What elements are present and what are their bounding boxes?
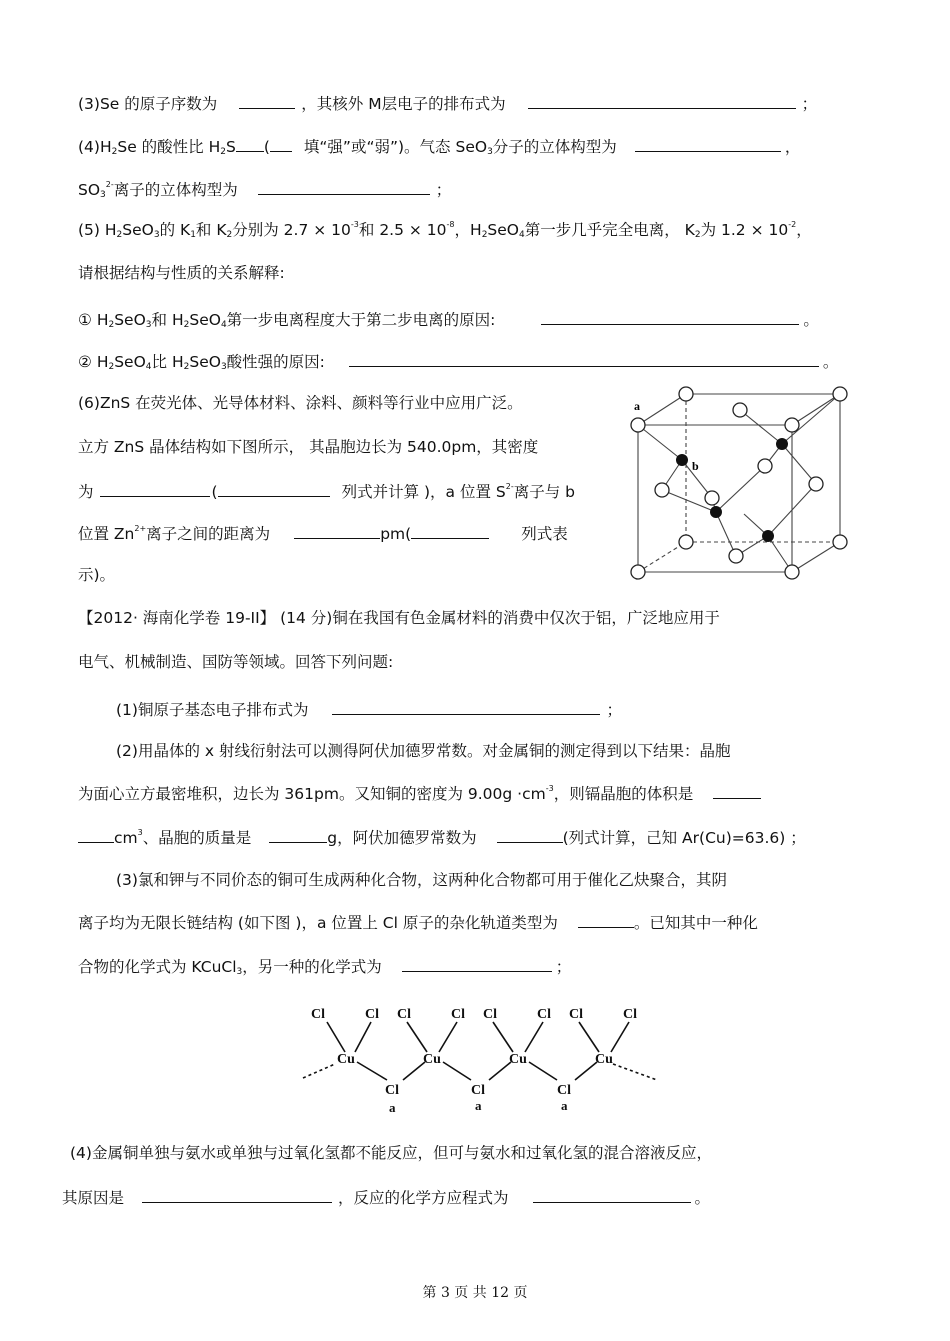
bond bbox=[638, 425, 682, 460]
q6-text: 离子与 b bbox=[513, 483, 576, 501]
q4-end: ， bbox=[784, 138, 801, 156]
q2012-header: 【2012· 海南化学卷 19-II】 (14 分)铜在我国有色金属材料的消费中仅次于铝，广泛地应用于 bbox=[78, 609, 720, 627]
q6-text: 为 bbox=[78, 483, 94, 501]
q2012-part-2-line-3 bbox=[78, 826, 806, 848]
q2012-blank-1 bbox=[332, 698, 600, 715]
s-ion bbox=[733, 403, 747, 417]
q5-sub: 4 bbox=[145, 362, 152, 372]
q6-blank-2b bbox=[411, 522, 489, 539]
q3-blank-2 bbox=[528, 92, 796, 109]
q5-sub: 3 bbox=[145, 320, 152, 330]
q4-sub: 2 bbox=[111, 147, 118, 157]
q5-sub: 2 bbox=[183, 320, 190, 330]
q2012-part-4-line-1: (4)金属铜单独与氨水或单独与过氧化氢都不能反应，但可与氨水和过氧化氢的混合溶液反应， bbox=[70, 1144, 712, 1162]
q5-text: ① H bbox=[78, 311, 109, 329]
q4-sub: 2 bbox=[220, 147, 226, 157]
q2012-end: ； bbox=[606, 701, 622, 719]
q5-sub: 3 bbox=[153, 230, 160, 240]
q5-sub: 2 bbox=[108, 362, 115, 372]
label-a: a bbox=[475, 1098, 482, 1113]
chain-dash-right bbox=[613, 1064, 657, 1080]
q2012-header-2: 电气、机械制造、国防等领域。回答下列问题: bbox=[78, 653, 394, 671]
q4-text: SO bbox=[78, 181, 101, 199]
s-ion bbox=[679, 535, 693, 549]
q5-text: 和 2.5 × 10 bbox=[358, 221, 447, 239]
label-a: a bbox=[561, 1098, 568, 1113]
q5-text: 的 K bbox=[159, 221, 191, 239]
q4-sub: 3 bbox=[100, 190, 106, 200]
s-ion bbox=[833, 535, 847, 549]
q2012-blank-2a bbox=[713, 782, 761, 799]
q6-line-1: (6)ZnS 在荧光体、光导体材料、涂料、颜料等行业中应用广泛。 bbox=[78, 394, 523, 412]
q4-blank-1b bbox=[270, 135, 292, 152]
q6-text: 位置 Zn bbox=[78, 525, 135, 543]
s-ion bbox=[809, 477, 823, 491]
q2012-text: (列式计算，己知 Ar(Cu)=63.6) ； bbox=[562, 829, 806, 847]
q3-end: ； bbox=[801, 95, 818, 113]
q4-blank-2 bbox=[635, 135, 781, 152]
q2012-part-2-line-1: (2)用晶体的 x 射线衍射法可以测得阿伏加德罗常数。对金属铜的测定得到以下结果：晶胞 bbox=[116, 742, 731, 760]
q2012-end: 。 bbox=[694, 1189, 711, 1207]
cell-edge bbox=[638, 394, 686, 425]
cu-atom: Cu bbox=[595, 1052, 613, 1067]
label-a: a bbox=[634, 399, 640, 413]
q6-blank-2 bbox=[294, 522, 380, 539]
q5-sub: 2 bbox=[116, 230, 123, 240]
q2012-text: 、晶胞的质量是 bbox=[142, 829, 252, 847]
q6-line-5: 示)。 bbox=[78, 566, 116, 584]
s-ion bbox=[631, 565, 645, 579]
q2012-part-4-line-2 bbox=[62, 1186, 710, 1208]
q4-text: Se 的酸性比 H bbox=[117, 138, 221, 156]
q6-text: 离子之间的距离为 bbox=[146, 525, 271, 543]
q2012-part-2-line-2 bbox=[78, 782, 761, 804]
q5-text: 和 K bbox=[195, 221, 227, 239]
q2012-text: g，阿伏加德罗常数为 bbox=[327, 829, 477, 847]
q6-line-2: 立方 ZnS 晶体结构如下图所示， 其晶胞边长为 540.0pm，其密度 bbox=[78, 438, 539, 456]
s-ion bbox=[655, 483, 669, 497]
q2012-blank-4 bbox=[497, 826, 563, 843]
bond bbox=[525, 1022, 543, 1052]
cl-atom-bridge: Cl bbox=[557, 1083, 571, 1098]
q5-sub: 4 bbox=[220, 320, 227, 330]
q5-end: 。 bbox=[822, 353, 839, 371]
q2012-blank-5 bbox=[578, 911, 634, 928]
q5-line-1 bbox=[78, 220, 812, 240]
q4-text: 分子的立体构型为 bbox=[492, 138, 617, 156]
q2012-part-1 bbox=[116, 698, 622, 720]
cl-atom-bridge: Cl bbox=[471, 1083, 485, 1098]
q6-sup: 2+ bbox=[134, 524, 147, 533]
q4-sup: 2- bbox=[105, 180, 114, 189]
s-ion bbox=[785, 418, 799, 432]
q2012-text: 离子均为无限长链结构 (如下图 )，a 位置上 Cl 原子的杂化轨道类型为 bbox=[78, 914, 558, 932]
q2012-text: ，反应的化学方应程式为 bbox=[338, 1189, 509, 1207]
q2012-blank-6 bbox=[402, 955, 552, 972]
q2012-end: ； bbox=[555, 958, 572, 976]
cl-atom: Cl bbox=[483, 1007, 497, 1022]
q6-text: 列式表 bbox=[521, 525, 568, 543]
q5-text: (5) H bbox=[78, 221, 117, 239]
cucl-chain-figure bbox=[295, 1000, 665, 1115]
cl-atom: Cl bbox=[365, 1007, 379, 1022]
q5-text: 分别为 2.7 × 10 bbox=[232, 221, 351, 239]
bond bbox=[443, 1062, 471, 1080]
bond bbox=[782, 444, 816, 484]
q4-line-2 bbox=[78, 178, 451, 200]
cl-atom: Cl bbox=[451, 1007, 465, 1022]
bond bbox=[403, 1062, 425, 1080]
q2012-part-3-line-3 bbox=[78, 955, 571, 977]
q2012-text: 。已知其中一种化 bbox=[633, 914, 758, 932]
q3-blank-1 bbox=[239, 92, 295, 109]
q2012-part-3-line-2 bbox=[78, 911, 758, 933]
s-ion bbox=[758, 459, 772, 473]
q5-sub: 2 bbox=[481, 230, 488, 240]
q5-text: SeO bbox=[189, 353, 221, 371]
cu-atom: Cu bbox=[423, 1052, 441, 1067]
cl-atom: Cl bbox=[397, 1007, 411, 1022]
q4-text: ( bbox=[263, 138, 270, 156]
q6-blank-1 bbox=[100, 480, 210, 497]
q5-text: SeO bbox=[487, 221, 519, 239]
q5-text: 和 H bbox=[151, 311, 184, 329]
zn-ion bbox=[710, 506, 722, 518]
cell-edge bbox=[792, 542, 840, 572]
q5-sub: 2 bbox=[183, 362, 190, 372]
zn-ion bbox=[776, 438, 788, 450]
q4-text: (4)H bbox=[78, 138, 112, 156]
chain-dash-left bbox=[303, 1064, 335, 1078]
q5-text: SeO bbox=[189, 311, 221, 329]
q3-text-1: (3)Se 的原子序数为 bbox=[78, 95, 218, 113]
q5-sup: -2 bbox=[788, 220, 797, 229]
s-ion bbox=[785, 565, 799, 579]
cl-atom-bridge: Cl bbox=[385, 1083, 399, 1098]
bond bbox=[407, 1022, 427, 1052]
cl-atom: Cl bbox=[623, 1007, 637, 1022]
q5-text: 酸性强的原因: bbox=[226, 353, 325, 371]
q2012-text: (1)铜原子基态电子排布式为 bbox=[116, 701, 309, 719]
q2012-text: ，则镉晶胞的体积是 bbox=[553, 785, 694, 803]
q2012-part-3-line-1: (3)氯和钾与不同价态的铜可生成两种化合物，这两种化合物都可用于催化乙炔聚合，其阴 bbox=[116, 871, 727, 889]
q5-text: ，H bbox=[454, 221, 482, 239]
q5-sub: 2 bbox=[226, 230, 233, 240]
q4-end: ； bbox=[435, 181, 452, 199]
q5-text: 比 H bbox=[151, 353, 184, 371]
q5-end: ， bbox=[796, 221, 812, 239]
q4-text: 填“强”或“弱”)。气态 SeO bbox=[303, 138, 488, 156]
q5-text: ② H bbox=[78, 353, 109, 371]
q2012-blank-8 bbox=[533, 1186, 691, 1203]
s-ion bbox=[705, 491, 719, 505]
bond bbox=[355, 1022, 371, 1052]
s-ion bbox=[679, 387, 693, 401]
zn-ion bbox=[762, 530, 774, 542]
label-b: b bbox=[692, 459, 699, 473]
q2012-text: 其原因是 bbox=[62, 1189, 125, 1207]
q6-text: pm( bbox=[380, 525, 412, 543]
q6-text: ( bbox=[211, 483, 218, 501]
q4-text: S bbox=[225, 138, 236, 156]
q5-sub: 3 bbox=[220, 362, 227, 372]
q5-text: SeO bbox=[114, 353, 146, 371]
q2012-text: ，另一种的化学式为 bbox=[242, 958, 382, 976]
q2012-blank-7 bbox=[142, 1186, 332, 1203]
zns-unit-cell-figure bbox=[620, 380, 860, 595]
q6-line-3 bbox=[78, 480, 575, 502]
q6-text: 列式并计算 )，a 位置 S bbox=[341, 483, 506, 501]
bond bbox=[327, 1022, 345, 1052]
bond bbox=[357, 1062, 387, 1080]
q5-sub: 4 bbox=[519, 230, 525, 240]
q2012-text: cm bbox=[114, 829, 138, 847]
q2012-text: 为面心立方最密堆积，边长为 361pm。又知铜的密度为 9.00g ·cm bbox=[78, 785, 546, 803]
zn-ion-b bbox=[676, 454, 688, 466]
q2012-blank-3 bbox=[269, 826, 327, 843]
q5-blank-1 bbox=[541, 308, 799, 325]
cell-edge bbox=[792, 394, 840, 425]
q5-sub: 1 bbox=[190, 230, 196, 240]
bond bbox=[489, 1062, 511, 1080]
cl-atom: Cl bbox=[569, 1007, 583, 1022]
q4-text: 离子的立体构型为 bbox=[113, 181, 238, 199]
bond bbox=[493, 1022, 513, 1052]
q5-line-2: 请根据结构与性质的关系解释: bbox=[78, 264, 285, 282]
bond bbox=[611, 1022, 629, 1052]
q5-text: 为 1.2 × 10 bbox=[700, 221, 789, 239]
cu-atom: Cu bbox=[509, 1052, 527, 1067]
s-ion bbox=[833, 387, 847, 401]
q5-sup: -3 bbox=[350, 220, 359, 229]
q3-text-2: ，其核外 M层电子的排布式为 bbox=[301, 95, 506, 113]
cu-atom: Cu bbox=[337, 1052, 355, 1067]
q5-sub-question-2 bbox=[78, 350, 838, 372]
q2012-sub: 3 bbox=[236, 967, 243, 977]
q4-line-1 bbox=[78, 135, 800, 157]
q5-sub: 2 bbox=[108, 320, 115, 330]
q6-sup: 2- bbox=[505, 482, 514, 491]
q2012-blank-2b bbox=[78, 826, 114, 843]
q2012-sup: 3 bbox=[137, 828, 143, 837]
q5-sub: 2 bbox=[694, 230, 701, 240]
q6-line-4 bbox=[78, 522, 568, 544]
q5-text: SeO bbox=[122, 221, 154, 239]
s-ion bbox=[729, 549, 743, 563]
q5-blank-2 bbox=[349, 350, 819, 367]
q2012-sup: -3 bbox=[545, 784, 554, 793]
q2012-text: 合物的化学式为 KCuCl bbox=[78, 958, 237, 976]
bond bbox=[740, 410, 782, 444]
q5-text: SeO bbox=[114, 311, 146, 329]
q4-blank-3 bbox=[258, 178, 430, 195]
cl-atom: Cl bbox=[311, 1007, 325, 1022]
q6-blank-1b bbox=[218, 480, 330, 497]
label-a: a bbox=[389, 1100, 396, 1115]
q5-end: 。 bbox=[803, 311, 819, 329]
q5-sup: -8 bbox=[446, 220, 455, 229]
bond bbox=[529, 1062, 557, 1080]
cell-edge-hidden bbox=[638, 542, 686, 572]
bond bbox=[716, 466, 765, 512]
q5-sub-question-1 bbox=[78, 308, 819, 330]
bond bbox=[575, 1062, 597, 1080]
cl-atom: Cl bbox=[537, 1007, 551, 1022]
q4-sub: 3 bbox=[487, 147, 493, 157]
bond bbox=[439, 1022, 457, 1052]
q4-blank-1 bbox=[236, 135, 264, 152]
page-footer: 第 3 页 共 12 页 bbox=[422, 1285, 528, 1301]
s-ion-a bbox=[631, 418, 645, 432]
bond bbox=[579, 1022, 599, 1052]
q5-text: 第一步几乎完全电离， K bbox=[524, 221, 695, 239]
q3-line bbox=[78, 92, 817, 114]
q5-text: 第一步电离程度大于第二步电离的原因: bbox=[226, 311, 496, 329]
